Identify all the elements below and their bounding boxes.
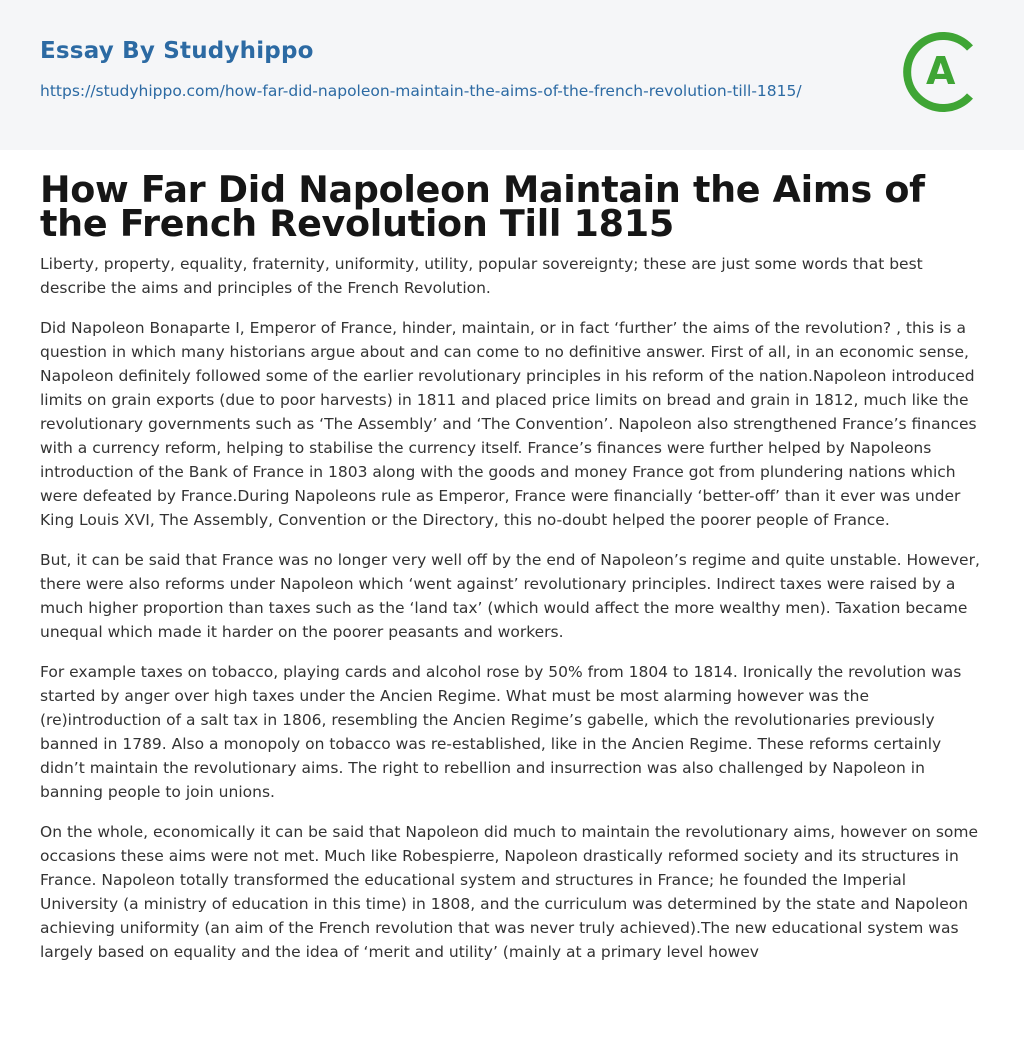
paragraph-3: But, it can be said that France was no longer very well off by the end of Napoleon’s regime and quite unstable. However, there were also reforms under Napoleon which ‘went against’ revolutionary principles. Indirect taxes were raised by a much higher proportion than taxes such as the ‘land tax’ (which would affect the more wealthy men). Taxation became unequal which made it harder on the poorer peasants and workers. bbox=[40, 551, 980, 641]
paragraph-4: For example taxes on tobacco, playing cards and alcohol rose by 50% from 1804 to 1814. Ironically the revolution was started by anger over high taxes under the Ancien Regime. What must be most alarming however was the (re)introduction of a salt tax in 1806, resembling the Ancien Regime’s gabelle, which the revolutionaries previously banned in 1789. Also a monopoly on tobacco was re-established, like in the Ancien Regime. These reforms certainly didn’t maintain the revolutionary aims. The right to rebellion and insurrection was also challenged by Napoleon in banning people to join unions. bbox=[40, 663, 962, 801]
article bbox=[0, 168, 1024, 964]
logo-letter: A bbox=[926, 49, 956, 93]
essay-url-link[interactable]: https://studyhippo.com/how-far-did-napoleon-maintain-the-aims-of-the-french-revolution-till-1815/ bbox=[40, 82, 802, 100]
site-header bbox=[0, 0, 1024, 150]
paragraph-1: Liberty, property, equality, fraternity, uniformity, utility, popular sovereignty; these are just some words that best describe the aims and principles of the French Revolution. bbox=[40, 255, 923, 297]
paragraph-5: On the whole, economically it can be said that Napoleon did much to maintain the revolutionary aims, however on some occasions these aims were not met. Much like Robespierre, Napoleon drastically reformed society and its structures in France. Napoleon totally transformed the educational system and structures in France; he founded the Imperial University (a ministry of education in this time) in 1808, and the curriculum was determined by the state and Napoleon achieving uniformity (an aim of the French revolution that was never truly achieved).The new educational system was largely based on equality and the idea of ‘merit and utility’ (mainly at a primary level howev bbox=[40, 823, 979, 961]
site-brand[interactable]: Essay By Studyhippo bbox=[40, 38, 314, 64]
studyhippo-logo-icon[interactable] bbox=[899, 29, 985, 115]
page-title: How Far Did Napoleon Maintain the Aims of the French Revolution Till 1815 bbox=[40, 168, 925, 245]
paragraph-2: Did Napoleon Bonaparte I, Emperor of France, hinder, maintain, or in fact ‘further’ the aims of the revolution? , this is a question in which many historians argue about and can come to no definitive answer. First of all, in an economic sense, Napoleon definitely followed some of the earlier revolutionary principles in his reform of the nation.Napoleon introduced limits on grain exports (due to poor harvests) in 1811 and placed price limits on bread and grain in 1812, much like the revolutionary governments such as ‘The Assembly’ and ‘The Convention’. Napoleon also strengthened France’s finances with a currency reform, helping to stabilise the currency itself. France’s finances were further helped by Napoleons introduction of the Bank of France in 1803 along with the goods and money France got from plundering nations which were defeated by France.During Napoleons rule as Emperor, France were financially ‘better-off’ than it ever was under King Louis XVI, The Assembly, Convention or the Directory, this no-doubt helped the poorer people of France. bbox=[40, 319, 977, 529]
